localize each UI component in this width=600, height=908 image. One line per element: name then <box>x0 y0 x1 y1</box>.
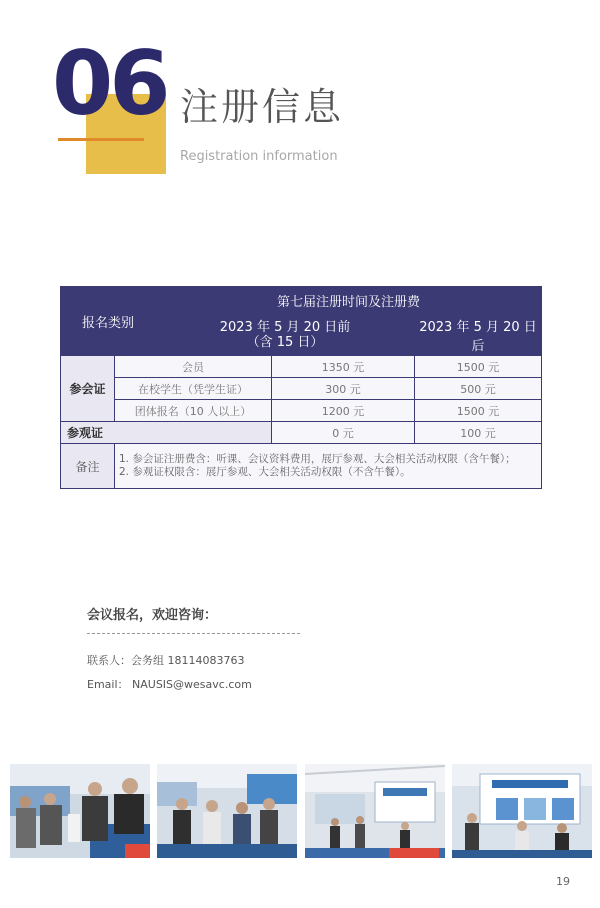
table-row <box>61 400 542 422</box>
section-number-underline <box>58 138 144 141</box>
contact-divider <box>87 633 300 634</box>
note-1: 1. 参会证注册费含：听课、会议资料费用，展厅参观、大会相关活动权限（含午餐）； <box>119 453 516 465</box>
notes <box>115 444 542 489</box>
exhibition-booth-front-photo <box>452 764 592 858</box>
contact-email: Email： NAUSIS@wesavc.com <box>87 678 252 691</box>
page-number: 19 <box>556 875 570 888</box>
fee-before: 300 元 <box>272 378 415 400</box>
fee-after: 1500 元 <box>415 356 542 378</box>
table-row <box>61 378 542 400</box>
section-number: 06 <box>52 32 167 135</box>
notes-label: 备注 <box>61 444 115 489</box>
fee-before: 1350 元 <box>272 356 415 378</box>
fee-before: 1200 元 <box>272 400 415 422</box>
visitor-fee-after: 100 元 <box>415 422 542 444</box>
fee-after: 500 元 <box>415 378 542 400</box>
note-2: 2. 参观证权限含：展厅参观、大会相关活动权限（不含午餐）。 <box>119 466 411 478</box>
contact-person: 联系人：会务组 18114083763 <box>87 654 245 667</box>
fee-type: 在校学生（凭学生证） <box>115 378 272 400</box>
fee-type: 团体报名（10 人以上） <box>115 400 272 422</box>
visitor-fee-before: 0 元 <box>272 422 415 444</box>
fee-after: 1500 元 <box>415 400 542 422</box>
after-deadline-header: 2023 年 5 月 20 日后 <box>415 315 542 356</box>
exhibition-booths-photo <box>305 764 445 858</box>
exhibition-crowd-photo <box>10 764 150 858</box>
exhibition-hall-photo <box>157 764 297 858</box>
registration-fee-table <box>60 286 542 489</box>
contact-title: 会议报名，欢迎咨询： <box>87 608 218 623</box>
period-header: 第七届注册时间及注册费 <box>156 287 542 315</box>
attendee-pass-label: 参会证 <box>61 356 115 422</box>
before-deadline-header <box>156 315 415 356</box>
visitor-pass-label: 参观证 <box>61 422 272 444</box>
before-header-line-2: （含 15 日） <box>246 335 324 350</box>
table-row <box>61 422 542 444</box>
page-subtitle: Registration information <box>180 149 338 164</box>
table-row <box>61 444 542 489</box>
before-header-line-1: 2023 年 5 月 20 日前 <box>219 320 351 335</box>
table-row <box>61 356 542 378</box>
fee-type: 会员 <box>115 356 272 378</box>
page-title: 注册信息 <box>180 85 345 129</box>
category-header: 报名类别 <box>61 287 156 356</box>
